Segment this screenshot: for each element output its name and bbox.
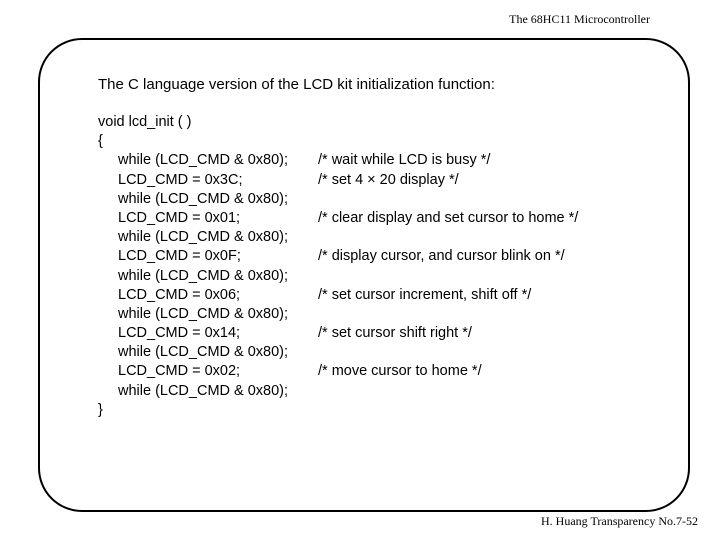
code-statement: LCD_CMD = 0x3C; [118, 171, 243, 188]
code-line [98, 324, 578, 343]
code-line [98, 171, 578, 190]
code-statement: while (LCD_CMD & 0x80); [118, 344, 289, 361]
code-comment: /* wait while LCD is busy */ [318, 152, 491, 169]
code-line [98, 343, 578, 362]
code-statement: while (LCD_CMD & 0x80); [118, 305, 289, 322]
code-line [98, 190, 578, 209]
code-open-brace-row [98, 132, 578, 151]
code-statement: while (LCD_CMD & 0x80); [118, 382, 289, 399]
code-comment: /* display cursor, and cursor blink on */ [318, 248, 565, 265]
code-statement: LCD_CMD = 0x14; [118, 325, 241, 342]
code-statement: LCD_CMD = 0x06; [118, 286, 241, 303]
code-block [98, 113, 578, 420]
open-brace: { [98, 133, 103, 150]
code-statement: while (LCD_CMD & 0x80); [118, 190, 289, 207]
code-comment: /* clear display and set cursor to home */ [318, 209, 579, 226]
code-line [98, 209, 578, 228]
code-comment: /* set 4 × 20 display */ [318, 171, 459, 188]
code-comment: /* set cursor increment, shift off */ [318, 286, 532, 303]
code-line [98, 151, 578, 170]
code-statement: LCD_CMD = 0x0F; [118, 248, 241, 265]
code-comment: /* move cursor to home */ [318, 363, 482, 380]
slide-subtitle: The C language version of the LCD kit initialization function: [98, 76, 495, 93]
close-brace: } [98, 401, 103, 418]
code-line [98, 286, 578, 305]
page-header: The 68HC11 Microcontroller [509, 12, 650, 26]
code-statement: LCD_CMD = 0x02; [118, 363, 241, 380]
code-statement: while (LCD_CMD & 0x80); [118, 267, 289, 284]
function-signature: void lcd_init ( ) [98, 114, 192, 130]
code-line [98, 228, 578, 247]
code-signature-row [98, 113, 578, 132]
code-line [98, 362, 578, 381]
code-statement: LCD_CMD = 0x01; [118, 209, 241, 226]
code-statement: while (LCD_CMD & 0x80); [118, 152, 289, 169]
code-line [98, 382, 578, 401]
code-line [98, 305, 578, 324]
code-close-brace-row [98, 401, 578, 420]
page-footer: H. Huang Transparency No.7-52 [541, 514, 698, 528]
code-line [98, 247, 578, 266]
code-statement: while (LCD_CMD & 0x80); [118, 229, 289, 246]
code-comment: /* set cursor shift right */ [318, 325, 472, 342]
code-line [98, 267, 578, 286]
code-lines [98, 151, 578, 400]
